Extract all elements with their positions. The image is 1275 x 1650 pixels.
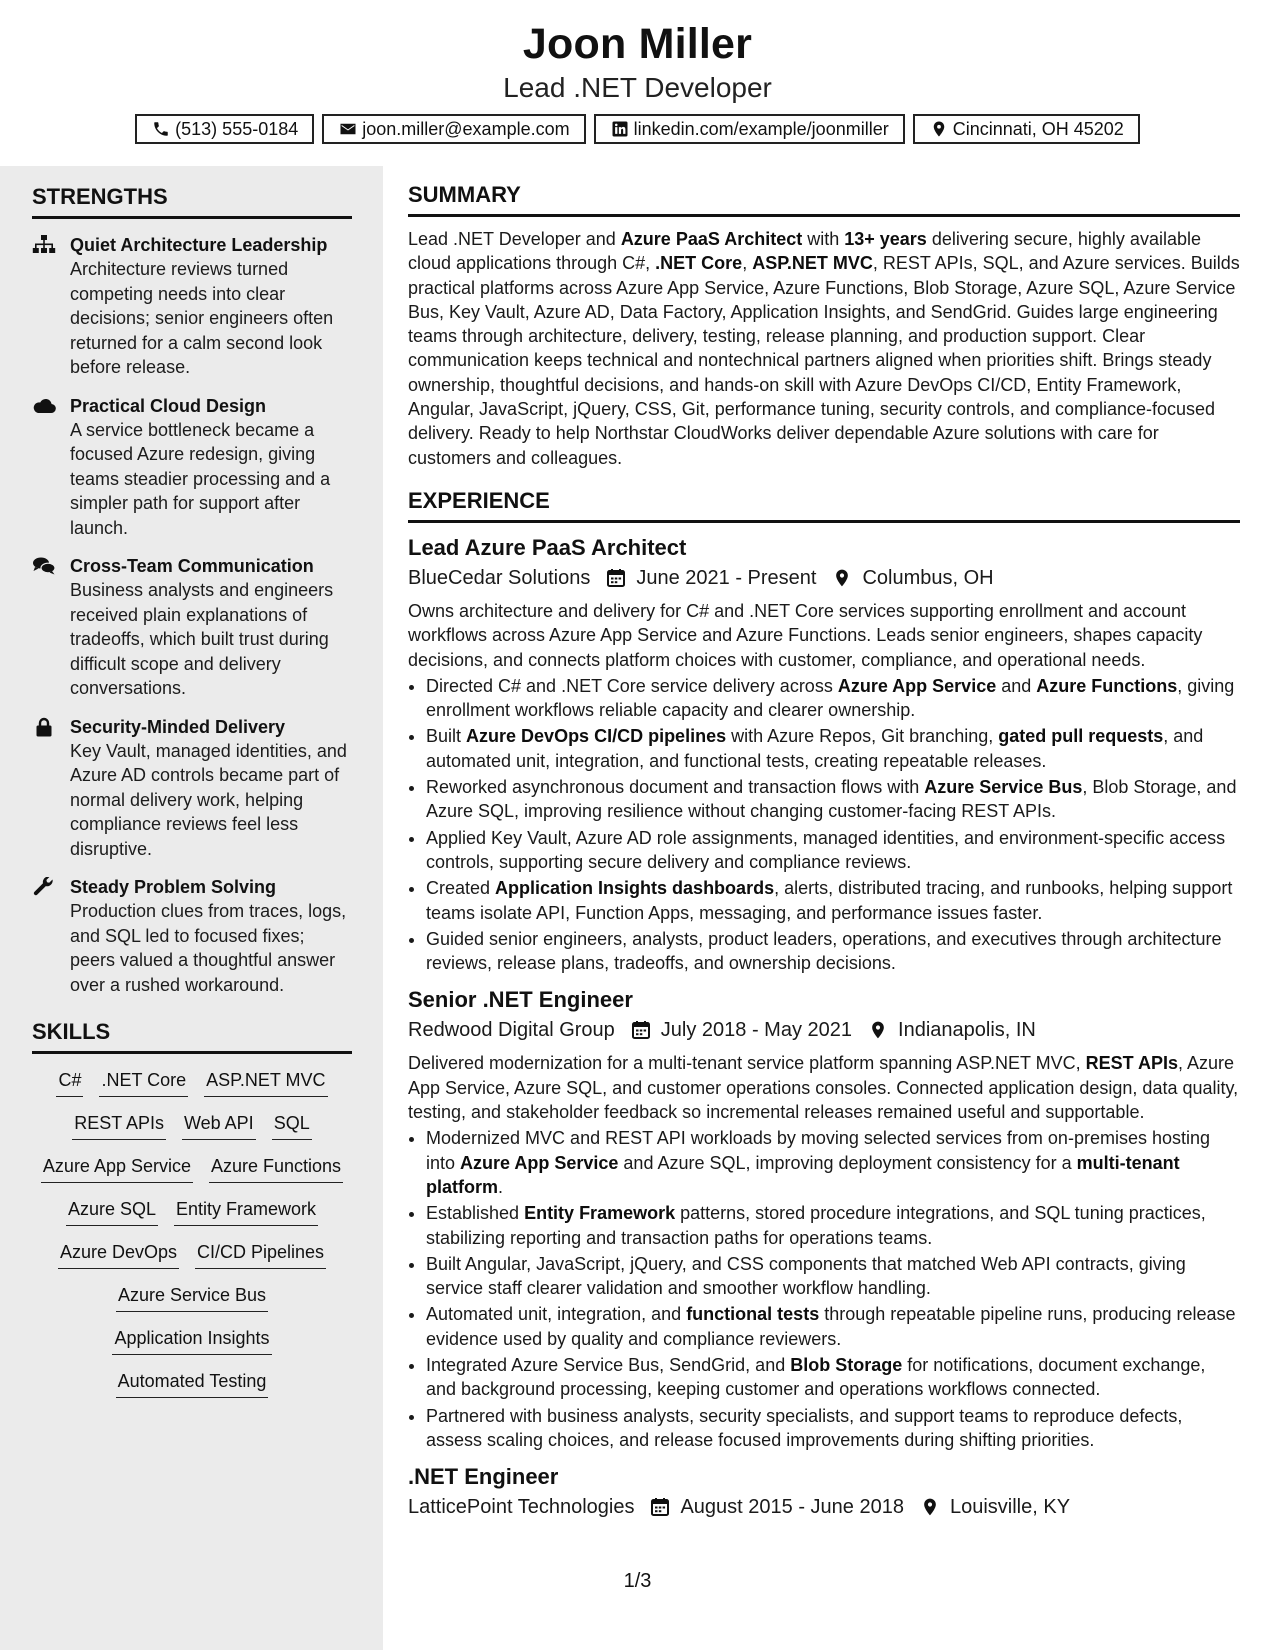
calendar-icon (606, 567, 628, 589)
text-run: Applied Key Vault, Azure AD role assignments, managed identities, and environment-specific access controls, supporting secure delivery and compliance reviews. (426, 827, 1226, 872)
map-pin-icon (868, 1019, 890, 1041)
text-run: for notifications, document exchange, and background processing, keeping customer and operations workflows connected. (426, 1354, 1206, 1400)
contact-email[interactable] (322, 114, 585, 144)
comments-icon (32, 554, 70, 701)
job-meta (408, 563, 1240, 593)
text-run: Guided senior engineers, analysts, product leaders, operations, and executives through architecture reviews, release plans, tradeoffs, and ownership decisions. (426, 928, 1222, 974)
job-bullets (408, 674, 1240, 976)
calendar-icon (631, 1019, 653, 1041)
text-run: and Azure SQL, improving deployment consistency for a (618, 1152, 1077, 1173)
bullet-item (426, 826, 1240, 875)
job-entry (408, 533, 1240, 975)
envelope-icon (338, 119, 358, 139)
skill-tag: .NET Core (99, 1068, 188, 1097)
text-run: . (498, 1176, 504, 1197)
bold-text: 13+ years (844, 229, 927, 249)
bold-text: ASP.NET MVC (752, 253, 873, 274)
lock-icon (32, 715, 70, 862)
contact-location (913, 114, 1140, 144)
bold-text: Azure App Service (460, 1152, 619, 1173)
strength-title: Cross-Team Communication (70, 556, 314, 576)
job-description (408, 1051, 1240, 1124)
text-run: and (996, 675, 1037, 696)
job-title: .NET Engineer (408, 1464, 559, 1490)
cloud-icon (32, 394, 70, 541)
sitemap-icon (32, 233, 70, 380)
text-run: patterns, stored procedure integrations, and SQL tuning practices, stabilizing reporting and transaction paths for operations teams. (426, 1203, 1206, 1248)
map-pin-icon (832, 567, 854, 589)
job-title: Senior .NET Engineer (408, 987, 633, 1013)
contact-phone-text: (513) 555-0184 (175, 118, 299, 139)
skill-tag: Azure Functions (209, 1154, 343, 1183)
text-run: Automated unit, integration, and (426, 1304, 687, 1325)
job-dates: August 2015 - June 2018 (680, 1496, 904, 1519)
text-run: Created (426, 878, 496, 899)
resume-header (0, 0, 1275, 166)
text-run: , alerts, distributed tracing, and runbooks, helping support teams isolate API, Function Apps, messaging, and performance issues faster. (426, 878, 1233, 923)
skill-row (32, 1369, 352, 1398)
contact-location-text: Cincinnati, OH 45202 (952, 118, 1124, 139)
text-run: , (742, 253, 753, 274)
job-dates: June 2021 - Present (636, 566, 817, 589)
text-run: with Azure Repos, Git branching, (726, 726, 999, 747)
bold-text: functional tests (686, 1304, 820, 1325)
text-run: Directed C# and .NET Core service delivery across (426, 675, 838, 696)
job-location: Louisville, KY (949, 1496, 1071, 1519)
skill-row (32, 1068, 352, 1097)
bold-text: Blob Storage (790, 1354, 903, 1375)
text-run: Modernized MVC and REST API workloads by moving selected services from on-premises hosting into (426, 1128, 1211, 1173)
strength-item (32, 554, 352, 701)
bullet-item (426, 1126, 1240, 1199)
job-description: Owns architecture and delivery for C# and .NET Core services supporting enrollment and account workflows across Azure App Service and Azure Functions. Leads senior engineers, shapes capacity decisions, and connects platform choices with customer, compliance, and operational needs. (408, 600, 1203, 670)
text-run: Established (426, 1203, 525, 1224)
bullet-item (426, 1404, 1240, 1453)
job-bullets (408, 1126, 1240, 1452)
skill-tag: Entity Framework (174, 1197, 318, 1226)
skill-row (32, 1283, 352, 1312)
bold-text: REST APIs (1085, 1053, 1179, 1074)
strength-item (32, 233, 352, 380)
strength-description: Production clues from traces, logs, and SQL led to focused fixes; peers valued a thoughtful answer over a rushed workaround. (70, 901, 347, 995)
job-company: LatticePoint Technologies (408, 1496, 635, 1519)
text-run: Lead .NET Developer and (408, 229, 621, 249)
bullet-item (426, 1201, 1240, 1250)
strength-description: Business analysts and engineers received plain explanations of tradeoffs, which built trust during difficult scope and delivery conversations. (70, 580, 334, 698)
job-location: Indianapolis, IN (898, 1019, 1036, 1042)
page-number: 1/3 (623, 1570, 652, 1592)
skill-tag: Azure DevOps (58, 1240, 179, 1269)
job-company: Redwood Digital Group (408, 1019, 615, 1042)
bullet-item (426, 927, 1240, 976)
text-run: with (802, 229, 845, 249)
bold-text: Azure Functions (1036, 675, 1178, 696)
job-entry (408, 985, 1240, 1452)
bullet-item (426, 724, 1240, 773)
bold-text: Azure App Service (837, 675, 997, 696)
contact-bar (0, 114, 1275, 144)
text-run: Delivered modernization for a multi-tenant service platform spanning ASP.NET MVC, (408, 1053, 1086, 1074)
job-title: Lead Azure PaaS Architect (408, 534, 687, 560)
bold-text: Azure PaaS Architect (620, 229, 803, 249)
bullet-item (426, 674, 1240, 723)
bold-text: .NET Core (655, 253, 743, 274)
contact-linkedin-text: linkedin.com/example/joonmiller (633, 118, 889, 139)
text-run: , REST APIs, SQL, and Azure services. Builds practical platforms across Azure App Service, Azure Functions, Blob Storage, Azure SQL, Azure Service Bus, Key Vault, Azure AD, Data Factory, Application Insights, and SendGrid. Guides large engineering teams through architecture, delivery, testing, release planning, and production support. Clear communication keeps technical and nontechnical partners aligned when priorities shift. Brings steady ownership, thoughtful decisions, and hands-on skill with Azure DevOps CI/CD, Entity Framework, Angular, JavaScript, jQuery, CSS, Git, performance tuning, security controls, and compliance-focused delivery. Ready to help Northstar CloudWorks deliver dependable Azure solutions with care for customers and colleagues. (408, 253, 1240, 468)
strength-description: A service bottleneck became a focused Azure redesign, giving teams steadier processing and a simpler path for support after launch. (70, 419, 331, 538)
skill-tag: Azure SQL (66, 1197, 158, 1226)
bold-text: multi-tenant platform (426, 1152, 1180, 1197)
skill-tag: CI/CD Pipelines (195, 1240, 326, 1269)
bullet-item (426, 876, 1240, 925)
skills-list (32, 1068, 352, 1398)
job-location: Columbus, OH (862, 566, 994, 589)
strength-item (32, 394, 352, 541)
strength-item (32, 715, 352, 862)
skill-tag: SQL (272, 1111, 312, 1140)
text-run: , Blob Storage, and Azure SQL, improving resilience without changing customer-facing REST APIs. (426, 777, 1237, 822)
contact-email-text: joon.miller@example.com (362, 118, 570, 139)
skill-tag: Automated Testing (116, 1369, 269, 1398)
job-meta (408, 1015, 1240, 1045)
bold-text: Azure Service Bus (924, 777, 1083, 798)
candidate-role: Lead .NET Developer (503, 72, 772, 103)
text-run: Integrated Azure Service Bus, SendGrid, and (426, 1354, 791, 1375)
contact-phone (135, 114, 314, 144)
linkedin-icon (610, 119, 630, 139)
bullet-item (426, 775, 1240, 824)
text-run: delivering secure, highly available cloud applications through C#, (408, 229, 1201, 274)
bold-text: Application Insights dashboards (495, 878, 775, 899)
skill-tag: Azure Service Bus (116, 1283, 268, 1312)
skill-tag: Azure App Service (41, 1154, 193, 1183)
bold-text: Azure DevOps CI/CD pipelines (466, 726, 727, 747)
skill-tag: ASP.NET MVC (204, 1068, 327, 1097)
bullet-item (426, 1353, 1240, 1402)
job-entry (408, 1462, 1240, 1522)
bold-text: gated pull requests (998, 726, 1164, 747)
job-meta (408, 1492, 1240, 1522)
strength-title: Quiet Architecture Leadership (70, 235, 328, 255)
strength-description: Key Vault, managed identities, and Azure AD controls became part of normal delivery work, helping compliance reviews feel less disruptive. (70, 740, 347, 859)
summary-heading: SUMMARY (408, 182, 1240, 217)
skill-tag: Application Insights (112, 1326, 271, 1355)
map-pin-icon (929, 119, 949, 139)
text-run: through repeatable pipeline runs, producing release evidence used by quality and compliance reviewers. (426, 1304, 1236, 1349)
skills-heading: SKILLS (32, 1019, 352, 1054)
bold-text: Entity Framework (524, 1203, 676, 1224)
text-run: Built (426, 726, 467, 747)
skill-row (32, 1154, 352, 1183)
text-run: , and automated unit, integration, and functional tests, creating repeatable releases. (426, 726, 1204, 771)
skill-tag: C# (56, 1068, 83, 1097)
text-run: Built Angular, JavaScript, jQuery, and CSS components that matched Web API contracts, giving service staff clearer validation and smoother workflow handling. (426, 1253, 1186, 1299)
main-content (408, 166, 1240, 1528)
skill-row (32, 1240, 352, 1269)
sidebar (0, 166, 383, 1650)
strength-description: Architecture reviews turned competing needs into clear decisions; senior engineers often returned for a calm second look before release. (70, 259, 334, 377)
strength-item (32, 875, 352, 997)
map-pin-icon (920, 1496, 942, 1518)
text-run: , giving enrollment workflows reliable capacity and clearer ownership. (426, 675, 1235, 721)
job-dates: July 2018 - May 2021 (660, 1019, 853, 1042)
text-run: Reworked asynchronous document and transaction flows with (426, 777, 925, 798)
text-run: Partnered with business analysts, security specialists, and support teams to reproduce defects, assess scaling choices, and release focused improvements during shifting priorities. (426, 1405, 1183, 1450)
calendar-icon (650, 1496, 672, 1518)
strength-title: Practical Cloud Design (70, 395, 267, 416)
candidate-name: Joon Miller (522, 20, 753, 68)
contact-linkedin[interactable] (594, 114, 905, 144)
wrench-icon (32, 875, 70, 997)
bullet-item (426, 1252, 1240, 1301)
job-company: BlueCedar Solutions (408, 566, 591, 589)
summary-text (408, 227, 1240, 470)
strength-title: Steady Problem Solving (70, 877, 277, 897)
bullet-item (426, 1302, 1240, 1351)
skill-tag: REST APIs (72, 1111, 166, 1140)
skill-row (32, 1326, 352, 1355)
phone-icon (151, 119, 171, 139)
skill-row (32, 1197, 352, 1226)
strength-title: Security-Minded Delivery (70, 716, 286, 737)
skill-row (32, 1111, 352, 1140)
experience-heading: EXPERIENCE (408, 488, 1240, 523)
skill-tag: Web API (182, 1111, 256, 1140)
text-run: , Azure App Service, Azure SQL, and customer operations consoles. Connected application design, data quality, testing, and stakeholder feedback so incremental releases remained useful and supportable. (408, 1053, 1239, 1123)
strengths-heading: STRENGTHS (32, 184, 352, 219)
